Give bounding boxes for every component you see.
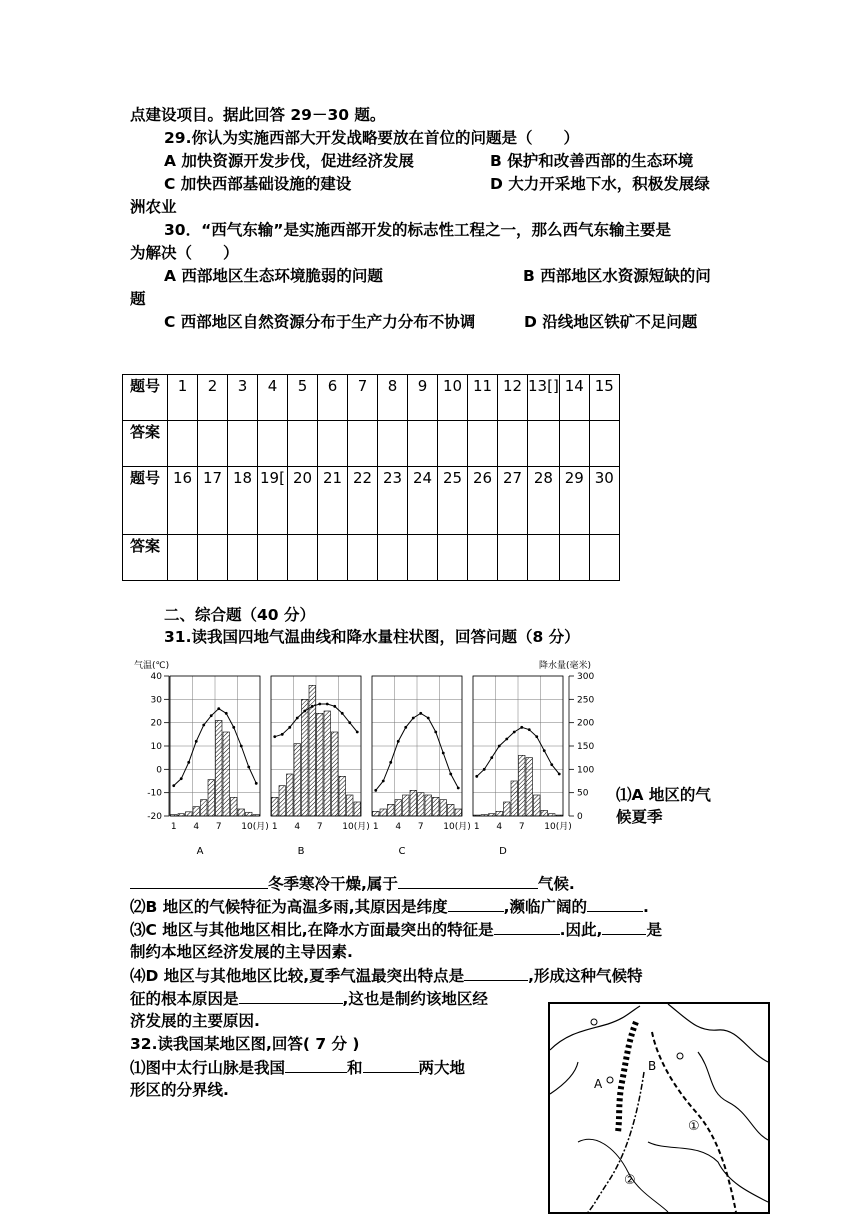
precip-bar [332, 732, 339, 816]
precip-bar [231, 797, 238, 816]
temperature-point [483, 768, 486, 771]
row-head-question: 题号 [123, 467, 168, 535]
precip-bar [246, 812, 253, 816]
blank[interactable] [602, 918, 646, 935]
precip-bar [201, 800, 208, 816]
precip-bar [541, 810, 548, 816]
q31-4-line-2: 征的根本原因是 ,这也是制约该地区经 [130, 987, 488, 1010]
question-number-cell: 25 [438, 467, 468, 535]
question-number-cell: 29 [559, 467, 589, 535]
precip-bar [208, 780, 215, 816]
answer-cell[interactable] [348, 421, 378, 467]
question-number-cell: 27 [498, 467, 528, 535]
temperature-point [326, 703, 329, 706]
q32-1-line-2: 形区的分界线. [130, 1081, 229, 1099]
question-number-cell: 1 [168, 375, 198, 421]
temperature-point [412, 717, 415, 720]
answer-cell[interactable] [288, 421, 318, 467]
blank[interactable] [130, 872, 268, 889]
answer-cell[interactable] [348, 535, 378, 581]
blank[interactable] [464, 964, 528, 981]
answer-cell[interactable] [168, 535, 198, 581]
question-number-cell: 19[ [258, 467, 288, 535]
answer-cell[interactable] [498, 535, 528, 581]
option-30c: C 西部地区自然资源分布于生产力分布不协调 [164, 313, 476, 331]
precip-bar [519, 755, 526, 816]
precip-bar [279, 786, 286, 816]
q31-1-part-b: 候夏季 [616, 808, 663, 826]
precip-bar [317, 713, 324, 816]
answer-cell[interactable] [589, 421, 619, 467]
question-number-cell: 2 [198, 375, 228, 421]
temperature-point [225, 712, 228, 715]
precip-bar [534, 795, 541, 816]
question-29: 29.你认为实施西部大开发战略要放在首位的问题是（ ） [164, 129, 579, 147]
question-number-cell: 20 [288, 467, 318, 535]
climate-charts [134, 656, 604, 856]
x-tick-label: 1 [170, 822, 177, 832]
question-number-cell: 26 [468, 467, 498, 535]
answer-cell[interactable] [318, 421, 348, 467]
temperature-point [558, 773, 561, 776]
question-number-cell: 10 [438, 375, 468, 421]
answer-cell[interactable] [528, 421, 560, 467]
x-tick-label: 4 [294, 822, 301, 832]
precip-bar [253, 815, 260, 816]
q31-4-line-3: 济发展的主要原因. [130, 1012, 260, 1030]
question-number-cell: 18 [228, 467, 258, 535]
precip-bar [526, 758, 533, 816]
temperature-point [389, 761, 392, 764]
right-tick-label: 50 [577, 788, 589, 799]
question-number-cell: 24 [408, 467, 438, 535]
temperature-point [232, 726, 235, 729]
row-head-answer: 答案 [123, 421, 168, 467]
blank[interactable] [587, 895, 643, 912]
left-tick-label: 40 [150, 672, 162, 682]
temperature-point [520, 726, 523, 729]
temperature-point [419, 712, 422, 715]
answer-cell[interactable] [318, 535, 348, 581]
question-number-cell: 7 [348, 375, 378, 421]
left-tick-label: -20 [147, 812, 162, 822]
precip-bar [380, 809, 387, 816]
answer-cell[interactable] [528, 535, 560, 581]
left-axis-label: 气温(℃) [134, 661, 170, 671]
question-number-cell: 8 [378, 375, 408, 421]
map-label-1: ① [688, 1119, 700, 1134]
panel-label: D [499, 846, 507, 856]
temperature-point [475, 775, 478, 778]
option-30b: B 西部地区水资源短缺的问 [523, 267, 711, 285]
q31-1-part-a: ⑴A 地区的气 [616, 786, 711, 804]
precip-bar [455, 809, 462, 816]
precip-bar [373, 811, 380, 816]
right-axis-label: 降水量(毫米) [539, 661, 592, 671]
q31-1-line: 冬季寒冷干燥,属于 气候. [130, 872, 575, 895]
precip-bar [549, 814, 556, 816]
answer-cell[interactable] [559, 421, 589, 467]
answer-cell[interactable] [408, 421, 438, 467]
temperature-point [273, 735, 276, 738]
x-tick-label: 1 [271, 822, 278, 832]
question-number-cell: 14 [559, 375, 589, 421]
precip-bar [354, 802, 361, 816]
section-title: 二、综合题（40 分） [164, 606, 315, 624]
left-tick-label: 30 [150, 695, 162, 706]
precip-bar [511, 781, 518, 816]
answer-cell[interactable] [468, 421, 498, 467]
row-head-answer: 答案 [123, 535, 168, 581]
region-map [548, 1002, 770, 1214]
precip-bar [238, 809, 245, 816]
answer-cell[interactable] [438, 421, 468, 467]
row-head-question: 题号 [123, 375, 168, 421]
q31-4-line: ⑷D 地区与其他地区比较,夏季气温最突出特点是 ,形成这种气候特 [130, 964, 643, 987]
question-number-cell: 21 [318, 467, 348, 535]
temperature-point [202, 724, 205, 727]
temperature-point [281, 733, 284, 736]
temperature-point [382, 780, 385, 783]
x-tick-label: 10(月) [544, 822, 572, 832]
precip-bar [556, 815, 563, 816]
question-number-cell: 22 [348, 467, 378, 535]
temperature-point [535, 735, 538, 738]
answer-cell[interactable] [559, 535, 589, 581]
panel-label: C [398, 846, 406, 856]
answer-cell[interactable] [228, 421, 258, 467]
option-30a: A 西部地区生态环境脆弱的问题 [164, 267, 383, 285]
question-number-cell: 13[] [528, 375, 560, 421]
right-tick-label: 300 [577, 672, 595, 682]
question-number-cell: 5 [288, 375, 318, 421]
left-tick-label: 20 [150, 718, 162, 729]
answer-cell[interactable] [378, 421, 408, 467]
answer-cell[interactable] [198, 535, 228, 581]
precip-bar [496, 811, 503, 816]
left-tick-label: 10 [150, 742, 162, 752]
panel-label: B [297, 846, 305, 856]
x-tick-label: 4 [395, 822, 402, 832]
answer-cell[interactable] [168, 421, 198, 467]
precip-bar [418, 793, 425, 816]
right-tick-label: 0 [577, 812, 583, 822]
temperature-point [318, 703, 321, 706]
blank[interactable] [494, 918, 560, 935]
right-tick-label: 250 [577, 695, 595, 706]
precip-bar [272, 797, 279, 816]
temperature-point [397, 740, 400, 743]
answer-cell[interactable] [468, 535, 498, 581]
question-number-cell: 3 [228, 375, 258, 421]
left-tick-label: -10 [147, 788, 162, 799]
precip-bar [216, 720, 223, 816]
blank[interactable] [239, 987, 343, 1004]
blank[interactable] [398, 872, 538, 889]
x-tick-label: 4 [496, 822, 503, 832]
temperature-point [333, 705, 336, 708]
question-number-cell: 17 [198, 467, 228, 535]
precip-bar [223, 732, 230, 816]
option-29c: C 加快西部基础设施的建设 [164, 175, 352, 193]
temperature-point [341, 712, 344, 715]
right-tick-label: 150 [577, 742, 595, 752]
temperature-point [498, 745, 501, 748]
temperature-point [247, 766, 250, 769]
answer-table [122, 374, 620, 581]
question-number-cell: 4 [258, 375, 288, 421]
precip-bar [171, 815, 178, 816]
temperature-point [543, 749, 546, 752]
temperature-point [348, 721, 351, 724]
option-29d-cont: 洲农业 [130, 198, 177, 216]
q31-3-line-2: 制约本地区经济发展的主导因素. [130, 943, 353, 961]
precip-bar [474, 815, 481, 816]
question-number-cell: 30 [589, 467, 619, 535]
temperature-point [303, 710, 306, 713]
question-number-cell: 28 [528, 467, 560, 535]
map-label-a: A [594, 1077, 603, 1091]
temperature-point [505, 738, 508, 741]
answer-cell[interactable] [438, 535, 468, 581]
temperature-point [513, 731, 516, 734]
precip-bar [186, 812, 193, 816]
x-tick-label: 4 [193, 822, 200, 832]
x-tick-label: 7 [417, 822, 424, 832]
precip-bar [481, 815, 488, 816]
temperature-point [187, 761, 190, 764]
temperature-point [550, 763, 553, 766]
x-tick-label: 7 [215, 822, 222, 832]
x-tick-label: 10(月) [443, 822, 471, 832]
temperature-point [311, 705, 314, 708]
temperature-point [296, 717, 299, 720]
precip-bar [347, 795, 354, 816]
x-tick-label: 10(月) [342, 822, 370, 832]
x-tick-label: 1 [372, 822, 379, 832]
precip-bar [395, 800, 402, 816]
answer-cell[interactable] [498, 421, 528, 467]
temperature-point [442, 752, 445, 755]
temperature-point [217, 707, 220, 710]
option-30d: D 沿线地区铁矿不足问题 [524, 313, 698, 331]
temperature-point [195, 740, 198, 743]
question-30: 30．“西气东输”是实施西部开发的标志性工程之一，那么西气东输主要是 [164, 221, 671, 239]
question-number-cell: 23 [378, 467, 408, 535]
precip-bar [287, 774, 294, 816]
temperature-point [210, 714, 213, 717]
precip-bar [339, 776, 346, 816]
right-tick-label: 200 [577, 718, 595, 729]
q31-2-line: ⑵B 地区的气候特征为高温多雨,其原因是纬度 ,濒临广阔的 . [130, 895, 649, 918]
map-frame [549, 1003, 769, 1213]
answer-cell[interactable] [378, 535, 408, 581]
blank[interactable] [448, 895, 504, 912]
temperature-point [288, 726, 291, 729]
option-29a: A 加快资源开发步伐，促进经济发展 [164, 152, 414, 170]
precip-bar [388, 804, 395, 816]
map-label-b: B [648, 1059, 657, 1073]
precip-bar [410, 790, 417, 816]
question-number-cell: 15 [589, 375, 619, 421]
intro-line: 点建设项目。据此回答 29－30 题。 [130, 106, 386, 124]
right-tick-label: 100 [577, 765, 595, 776]
temperature-point [356, 731, 359, 734]
answer-cell[interactable] [288, 535, 318, 581]
precip-bar [448, 804, 455, 816]
q31-3-line: ⑶C 地区与其他地区相比,在降水方面最突出的特征是 .因此, 是 [130, 918, 662, 941]
temperature-point [490, 756, 493, 759]
temperature-point [528, 728, 531, 731]
precip-bar [302, 699, 309, 816]
question-30-cont: 为解决（ ） [130, 244, 239, 262]
question-number-cell: 6 [318, 375, 348, 421]
precip-bar [324, 711, 331, 816]
temperature-point [449, 773, 452, 776]
answer-cell[interactable] [589, 535, 619, 581]
answer-cell[interactable] [228, 535, 258, 581]
x-tick-label: 7 [316, 822, 323, 832]
temperature-point [434, 731, 437, 734]
precip-bar [433, 797, 440, 816]
q32-1-line: ⑴图中太行山脉是我国 和 两大地 [130, 1056, 465, 1079]
question-number-cell: 11 [468, 375, 498, 421]
precip-bar [178, 814, 185, 816]
map-label-2: ② [624, 1173, 636, 1188]
x-tick-label: 10(月) [241, 822, 269, 832]
answer-cell[interactable] [258, 535, 288, 581]
blank[interactable] [285, 1056, 347, 1073]
temperature-point [172, 784, 175, 787]
x-tick-label: 7 [518, 822, 525, 832]
precip-bar [403, 795, 410, 816]
precip-bar [193, 807, 200, 816]
panel-label: A [196, 846, 204, 856]
question-31: 31.读我国四地气温曲线和降水量柱状图，回答问题（8 分） [164, 628, 580, 646]
answer-cell[interactable] [408, 535, 438, 581]
option-29d: D 大力开采地下水，积极发展绿 [490, 175, 710, 193]
temperature-point [180, 777, 183, 780]
answer-cell[interactable] [258, 421, 288, 467]
precip-bar [294, 744, 301, 816]
x-tick-label: 1 [473, 822, 480, 832]
option-30b-cont: 题 [130, 290, 146, 308]
blank[interactable] [363, 1056, 419, 1073]
question-32: 32.读我国某地区图,回答( 7 分 ) [130, 1035, 360, 1053]
precip-bar [440, 800, 447, 816]
left-tick-label: 0 [156, 765, 162, 776]
temperature-point [427, 717, 430, 720]
temperature-point [255, 782, 258, 785]
temperature-point [240, 745, 243, 748]
temperature-point [374, 789, 377, 792]
precip-bar [504, 802, 511, 816]
answer-cell[interactable] [198, 421, 228, 467]
option-29b: B 保护和改善西部的生态环境 [490, 152, 694, 170]
question-number-cell: 16 [168, 467, 198, 535]
question-number-cell: 9 [408, 375, 438, 421]
temperature-point [457, 787, 460, 790]
precip-bar [489, 814, 496, 816]
precip-bar [425, 795, 432, 816]
temperature-point [404, 726, 407, 729]
precip-bar [309, 685, 316, 816]
question-number-cell: 12 [498, 375, 528, 421]
